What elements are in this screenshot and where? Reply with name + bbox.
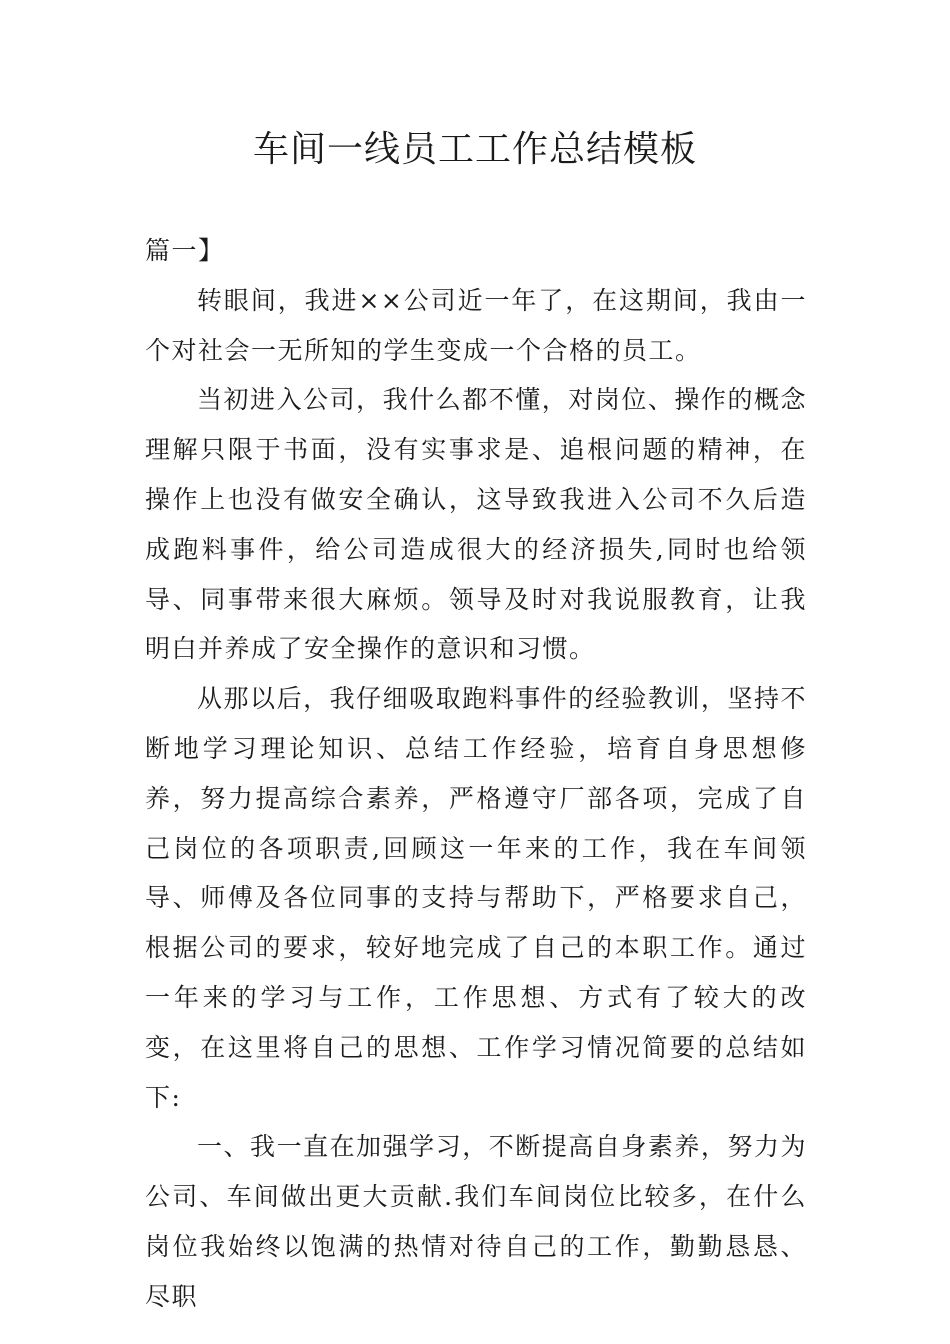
paragraph-2: 当初进入公司，我什么都不懂，对岗位、操作的概念理解只限于书面，没有实事求是、追根问题的精神，在操作上也没有做安全确认，这导致我进入公司不久后造成跑料事件，给公司造成很大的经济损失,同时也给领导、同事带来很大麻烦。领导及时对我说服教育，让我明白并养成了安全操作的意识和习惯。 [145,385,807,664]
document-body [145,226,807,1322]
paragraph-3: 从那以后，我仔细吸取跑料事件的经验教训，坚持不断地学习理论知识、总结工作经验，培育自身思想修养，努力提高综合素养，严格遵守厂部各项，完成了自己岗位的各项职责,回顾这一年来的工作，我在车间领导、师傅及各位同事的支持与帮助下，严格要求自己，根据公司的要求，较好地完成了自己的本职工作。通过一年来的学习与工作，工作思想、方式有了较大的改变，在这里将自己的思想、工作学习情况简要的总结如下: [145,684,807,1112]
paragraph-4: 一、我一直在加强学习，不断提高自身素养，努力为公司、车间做出更大贡献.我们车间岗位比较多，在什么岗位我始终以饱满的热情对待自己的工作，勤勤恳恳、尽职 [145,1132,807,1311]
document-title: 车间一线员工工作总结模板 [252,129,697,170]
section-label: 篇一】 [145,236,225,265]
paragraph-1: 转眼间，我进××公司近一年了，在这期间，我由一个对社会一无所知的学生变成一个合格的员工。 [145,285,807,365]
